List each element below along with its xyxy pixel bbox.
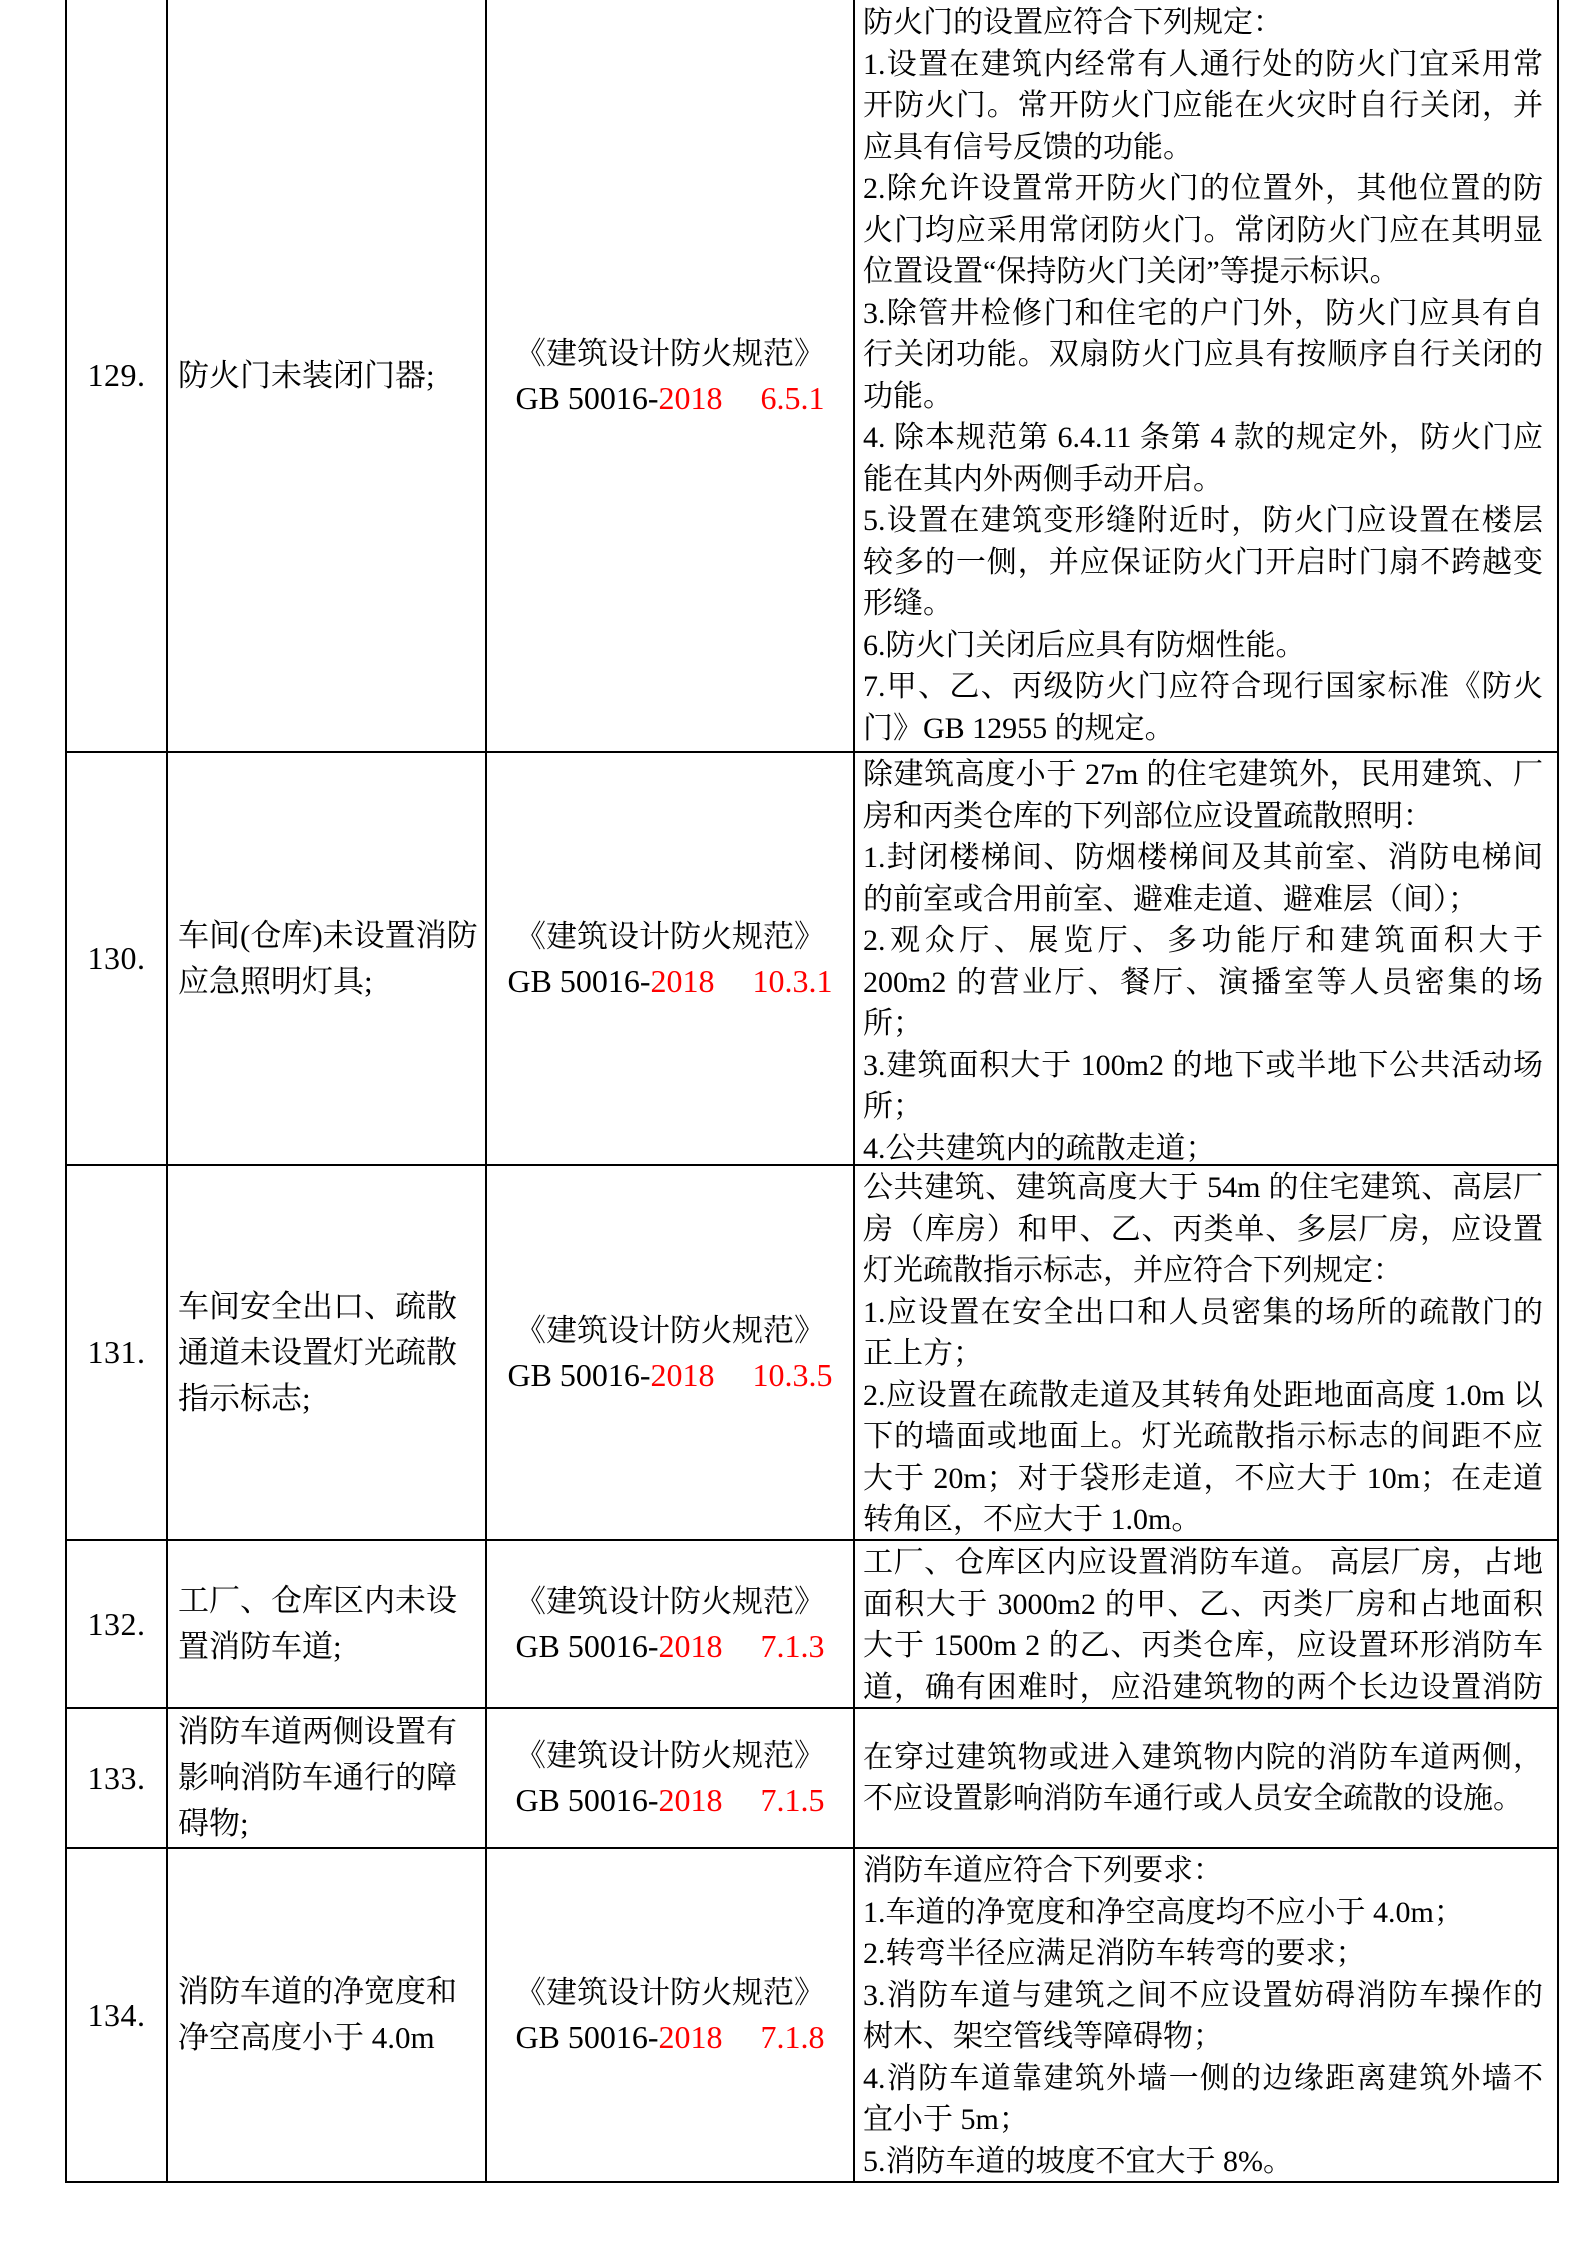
reference-cell [486, 1540, 854, 1708]
row-number: 130. [66, 752, 167, 1165]
code-year: 2018 [650, 962, 715, 999]
code-year: 2018 [658, 2019, 723, 2055]
reference-cell [486, 752, 854, 1165]
requirement-line: 2.应设置在疏散走道及其转角处距地面高度 1.0m 以下的墙面或地面上。灯光疏散指示标志的间距不应大于 20m；对于袋形走道，不应大于 10m；在走道转角区，不应大于 1.0m。 [863, 1378, 1543, 1536]
row-number: 132. [66, 1540, 167, 1708]
standard-title: 《建筑设计防火规范》 [515, 1312, 825, 1348]
requirements-cell [854, 0, 1558, 752]
requirement-line: 1.封闭楼梯间、防烟楼梯间及其前室、消防电梯间的前室或合用前室、避难走道、避难层（间）； [863, 841, 1543, 916]
code-clause: 6.5.1 [760, 379, 825, 416]
code-clause: 7.1.3 [760, 1628, 825, 1664]
table-row [66, 1540, 1558, 1708]
code-prefix: GB 50016- [515, 1782, 659, 1818]
requirement-line: 消防车道应符合下列要求： [863, 1854, 1223, 1887]
standard-title: 《建筑设计防火规范》 [515, 335, 825, 371]
code-clause: 7.1.5 [760, 1782, 825, 1818]
standard-code [487, 1778, 853, 1823]
requirement-line: 4.公共建筑内的疏散走道； [863, 1131, 1216, 1163]
row-number: 133. [66, 1708, 167, 1848]
requirement-line: 2.转弯半径应满足消防车转弯的要求； [863, 1937, 1366, 1970]
standard-code [487, 959, 853, 1004]
table-row [66, 1848, 1558, 2182]
requirements-cell [854, 1708, 1558, 1848]
requirement-line: 5.消防车道的坡度不宜大于 8%。 [863, 2144, 1293, 2178]
requirement-line: 除建筑高度小于 27m 的住宅建筑外，民用建筑、厂房和丙类仓库的下列部位应设置疏散照明： [863, 758, 1543, 833]
requirement-line: 1.应设置在安全出口和人员密集的场所的疏散门的正上方； [863, 1295, 1543, 1370]
reference-cell [486, 1848, 854, 2182]
standard-code [487, 1353, 853, 1398]
issue-cell: 车间安全出口、疏散通道未设置灯光疏散指示标志; [167, 1165, 486, 1540]
issue-cell: 防火门未装闭门器; [167, 0, 486, 752]
code-year: 2018 [658, 1628, 723, 1664]
standard-title: 《建筑设计防火规范》 [515, 1584, 825, 1619]
requirement-line: 3.除管井检修门和住宅的户门外，防火门应具有自行关闭功能。双扇防火门应具有按顺序自行关闭的功能。 [863, 296, 1543, 413]
requirement-line: 1.车道的净宽度和净空高度均不应小于 4.0m； [863, 1895, 1464, 1929]
code-prefix: GB 50016- [507, 1356, 651, 1393]
standard-code [487, 1624, 853, 1669]
requirement-line: 4. 除本规范第 6.4.11 条第 4 款的规定外，防火门应能在其内外两侧手动开启。 [863, 421, 1543, 496]
code-clause: 7.1.8 [760, 2019, 825, 2055]
issue-cell: 工厂、仓库区内未设置消防车道; [167, 1540, 486, 1708]
requirements-cell [854, 1540, 1558, 1708]
requirement-line: 5.设置在建筑变形缝附近时，防火门应设置在楼层较多的一侧，并应保证防火门开启时门扇不跨越变形缝。 [863, 504, 1543, 620]
requirement-line: 工厂、仓库区内应设置消防车道。 高层厂房，占地面积大于 3000m2 的甲、乙、丙类厂房和占地面积大于 1500m 2 的乙、丙类仓库，应设置环形消防车道，确有困难时，应沿建筑物的两个长边设置消防 [863, 1546, 1543, 1704]
code-clause: 10.3.1 [752, 962, 833, 999]
row-number: 134. [66, 1848, 167, 2182]
code-prefix: GB 50016- [515, 379, 659, 416]
requirement-line: 2.观众厅、展览厅、多功能厅和建筑面积大于 200m2 的营业厅、餐厅、演播室等人员密集的场所； [863, 924, 1543, 1040]
row-number: 129. [66, 0, 167, 752]
requirement-line: 2.除允许设置常开防火门的位置外，其他位置的防火门均应采用常闭防火门。常闭防火门应在其明显位置设置“保持防火门关闭”等提示标识。 [863, 172, 1543, 288]
code-year: 2018 [658, 1782, 723, 1818]
code-year: 2018 [650, 1356, 715, 1393]
issue-cell: 消防车道两侧设置有影响消防车通行的障碍物; [167, 1708, 486, 1848]
code-prefix: GB 50016- [507, 962, 651, 999]
issue-cell: 车间(仓库)未设置消防应急照明灯具; [167, 752, 486, 1165]
table-row [66, 752, 1558, 1165]
requirement-line: 1.设置在建筑内经常有人通行处的防火门宜采用常开防火门。常开防火门应能在火灾时自行关闭，并应具有信号反馈的功能。 [863, 47, 1543, 164]
standard-code [487, 376, 853, 421]
requirements-cell [854, 752, 1558, 1165]
requirements-cell [854, 1848, 1558, 2182]
requirement-line: 3.消防车道与建筑之间不应设置妨碍消防车操作的树木、架空管线等障碍物； [863, 1978, 1543, 2053]
table-row [66, 0, 1558, 752]
fire-safety-checklist-table [65, 0, 1559, 2183]
reference-cell [486, 0, 854, 752]
reference-cell [486, 1708, 854, 1848]
requirement-line: 防火门的设置应符合下列规定： [863, 6, 1283, 39]
requirement-line: 公共建筑、建筑高度大于 54m 的住宅建筑、高层厂房（库房）和甲、乙、丙类单、多层厂房，应设置灯光疏散指示标志，并应符合下列规定： [863, 1171, 1543, 1287]
requirement-line: 在穿过建筑物或进入建筑物内院的消防车道两侧，不应设置影响消防车通行或人员安全疏散的设施。 [863, 1740, 1543, 1815]
standard-title: 《建筑设计防火规范》 [515, 1975, 825, 2010]
code-year: 2018 [658, 379, 723, 416]
reference-cell [486, 1165, 854, 1540]
requirements-cell [854, 1165, 1558, 1540]
standard-title: 《建筑设计防火规范》 [515, 918, 825, 954]
table-row [66, 1708, 1558, 1848]
code-clause: 10.3.5 [752, 1356, 833, 1393]
requirement-line: 6.防火门关闭后应具有防烟性能。 [863, 628, 1306, 662]
code-prefix: GB 50016- [515, 1628, 659, 1664]
requirement-line: 7.甲、乙、丙级防火门应符合现行国家标准《防火门》GB 12955 的规定。 [863, 670, 1543, 745]
table-row [66, 1165, 1558, 1540]
requirement-line: 3.建筑面积大于 100m2 的地下或半地下公共活动场所； [863, 1048, 1543, 1123]
requirement-line: 4.消防车道靠建筑外墙一侧的边缘距离建筑外墙不宜小于 5m； [863, 2061, 1543, 2136]
row-number: 131. [66, 1165, 167, 1540]
code-prefix: GB 50016- [515, 2019, 659, 2055]
issue-cell: 消防车道的净宽度和净空高度小于 4.0m [167, 1848, 486, 2182]
standard-title: 《建筑设计防火规范》 [515, 1738, 825, 1773]
standard-code [487, 2015, 853, 2060]
